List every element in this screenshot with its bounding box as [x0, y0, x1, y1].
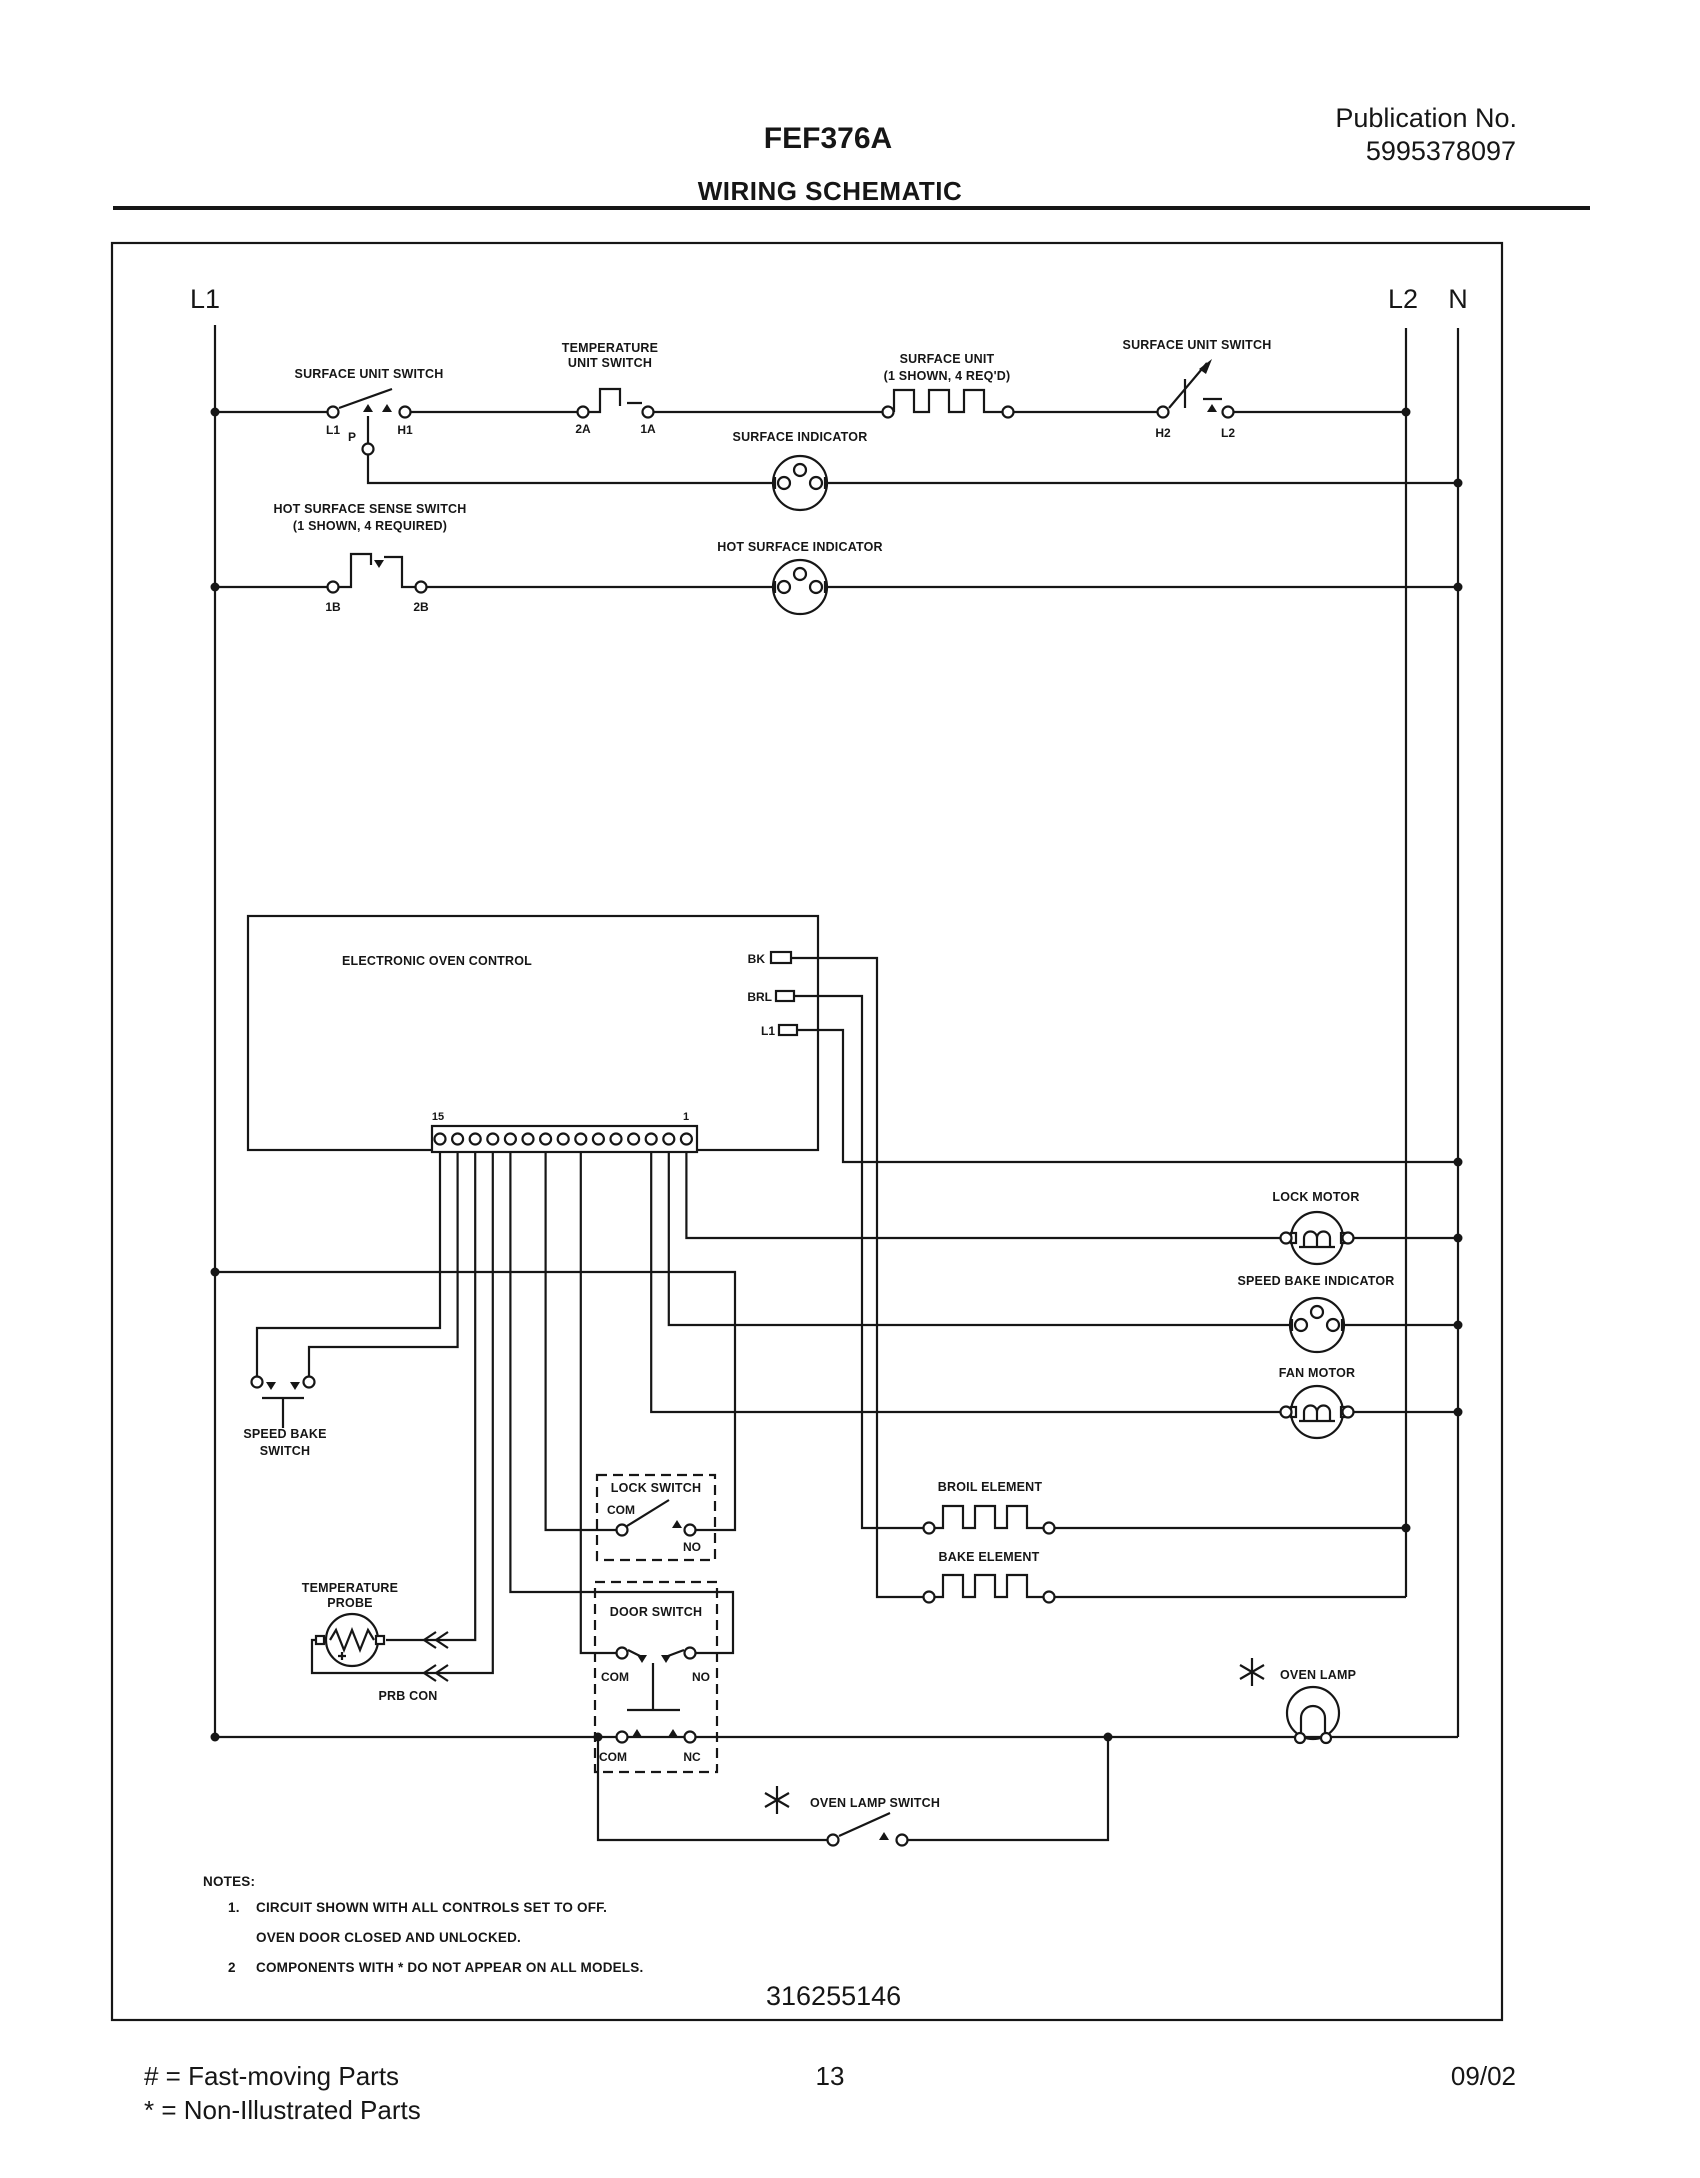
terminal-1b: 1B	[325, 600, 341, 614]
l1-tab	[779, 1025, 797, 1035]
note1-line1: CIRCUIT SHOWN WITH ALL CONTROLS SET TO OFF.	[256, 1900, 608, 1915]
lock-switch-label: LOCK SWITCH	[610, 1481, 702, 1495]
surface-indicator-symbol	[773, 456, 827, 510]
electronic-oven-control-label: ELECTRONIC OVEN CONTROL	[341, 954, 533, 968]
oven-lamp-switch-label: OVEN LAMP SWITCH	[810, 1796, 941, 1810]
pin-1-label: 1	[682, 1111, 690, 1123]
terminal-h1: H1	[397, 423, 413, 437]
temperature-probe-label2: PROBE	[327, 1596, 373, 1610]
door-no-label: NO	[692, 1670, 710, 1684]
bake-element-label: BAKE ELEMENT	[938, 1550, 1040, 1564]
broil-element-label: BROIL ELEMENT	[937, 1480, 1043, 1494]
page-title: WIRING SCHEMATIC	[697, 176, 963, 206]
surface-unit-label2: (1 SHOWN, 4 REQ'D)	[883, 369, 1011, 383]
lock-motor-symbol	[1281, 1212, 1354, 1264]
legend-non-illustrated: * = Non-Illustrated Parts	[144, 2095, 421, 2125]
surface-unit-switch-left-label: SURFACE UNIT SWITCH	[294, 367, 444, 381]
door-com-bottom-label: COM	[599, 1750, 627, 1764]
hot-surface-indicator-symbol	[773, 560, 827, 614]
fan-motor-symbol	[1281, 1386, 1354, 1438]
note2-number: 2	[228, 1960, 236, 1975]
part-number: 316255146	[766, 1981, 902, 2011]
footer-date: 09/02	[1450, 2061, 1516, 2091]
brl-tab	[776, 991, 794, 1001]
bus-l1-label: L1	[189, 284, 221, 314]
surface-unit-switch-right-label: SURFACE UNIT SWITCH	[1122, 338, 1272, 352]
lock-motor-label: LOCK MOTOR	[1272, 1190, 1360, 1204]
note1-number: 1.	[228, 1900, 240, 1915]
door-nc-label: NC	[683, 1750, 701, 1764]
lock-no-label: NO	[683, 1540, 701, 1554]
temperature-unit-switch-label: TEMPERATURE	[561, 341, 659, 355]
note1-line2: OVEN DOOR CLOSED AND UNLOCKED.	[256, 1930, 522, 1945]
title-rule	[113, 206, 1590, 210]
terminal-l1: L1	[325, 423, 341, 437]
hot-surface-sense-switch-label: HOT SURFACE SENSE SWITCH	[273, 502, 467, 516]
asterisk-icon	[1240, 1658, 1264, 1686]
speed-bake-switch-label: SPEED BAKE	[243, 1427, 327, 1441]
temperature-probe-label: TEMPERATURE	[301, 1581, 399, 1595]
terminal-2a: 2A	[575, 422, 591, 436]
terminal-bk: BK	[747, 952, 765, 966]
terminal-1a: 1A	[640, 422, 656, 436]
page-number: 13	[815, 2061, 845, 2091]
bus-l2-label: L2	[1387, 284, 1419, 314]
terminal-l2: L2	[1220, 426, 1236, 440]
oven-lamp-label: OVEN LAMP	[1280, 1668, 1357, 1682]
temperature-probe-symbol	[316, 1614, 384, 1666]
terminal-2b: 2B	[413, 600, 429, 614]
terminal-p: P	[347, 430, 357, 444]
hot-surface-sense-switch-label2: (1 SHOWN, 4 REQUIRED)	[292, 519, 448, 533]
speed-bake-indicator-label: SPEED BAKE INDICATOR	[1237, 1274, 1395, 1288]
bus-n-label: N	[1448, 284, 1468, 314]
speed-bake-switch-label2: SWITCH	[259, 1444, 311, 1458]
pin-15-label: 15	[431, 1111, 445, 1123]
door-switch-label: DOOR SWITCH	[609, 1605, 703, 1619]
surface-indicator-label: SURFACE INDICATOR	[732, 430, 868, 444]
electronic-oven-control-box	[248, 916, 818, 1152]
contact-triangles	[266, 359, 1217, 1840]
speed-bake-indicator-symbol	[1290, 1298, 1344, 1352]
notes-heading: NOTES:	[203, 1874, 256, 1889]
surface-unit-label: SURFACE UNIT	[899, 352, 995, 366]
legend-fast-moving: # = Fast-moving Parts	[144, 2061, 400, 2091]
publication-label: Publication No.	[1335, 103, 1517, 133]
connector-pins	[435, 1134, 692, 1145]
oven-lamp-symbol	[1287, 1687, 1339, 1743]
terminal-brl: BRL	[747, 990, 772, 1004]
lock-com-label: COM	[607, 1503, 635, 1517]
model-number: FEF376A	[763, 122, 893, 155]
bk-tab	[771, 952, 791, 963]
fan-motor-label: FAN MOTOR	[1278, 1366, 1356, 1380]
hot-surface-indicator-label: HOT SURFACE INDICATOR	[717, 540, 883, 554]
note2-text: COMPONENTS WITH * DO NOT APPEAR ON ALL MODELS.	[256, 1960, 644, 1975]
probe-connector-label: PRB CON	[378, 1689, 438, 1703]
asterisk-icon	[765, 1786, 789, 1814]
publication-number: 5995378097	[1365, 136, 1516, 166]
junction-dots	[211, 408, 1463, 1742]
terminal-circles	[252, 407, 1234, 1846]
temperature-unit-switch-label2: UNIT SWITCH	[567, 356, 653, 370]
terminal-eoc-l1: L1	[760, 1024, 775, 1038]
door-com-top-label: COM	[601, 1670, 629, 1684]
terminal-h2: H2	[1155, 426, 1171, 440]
